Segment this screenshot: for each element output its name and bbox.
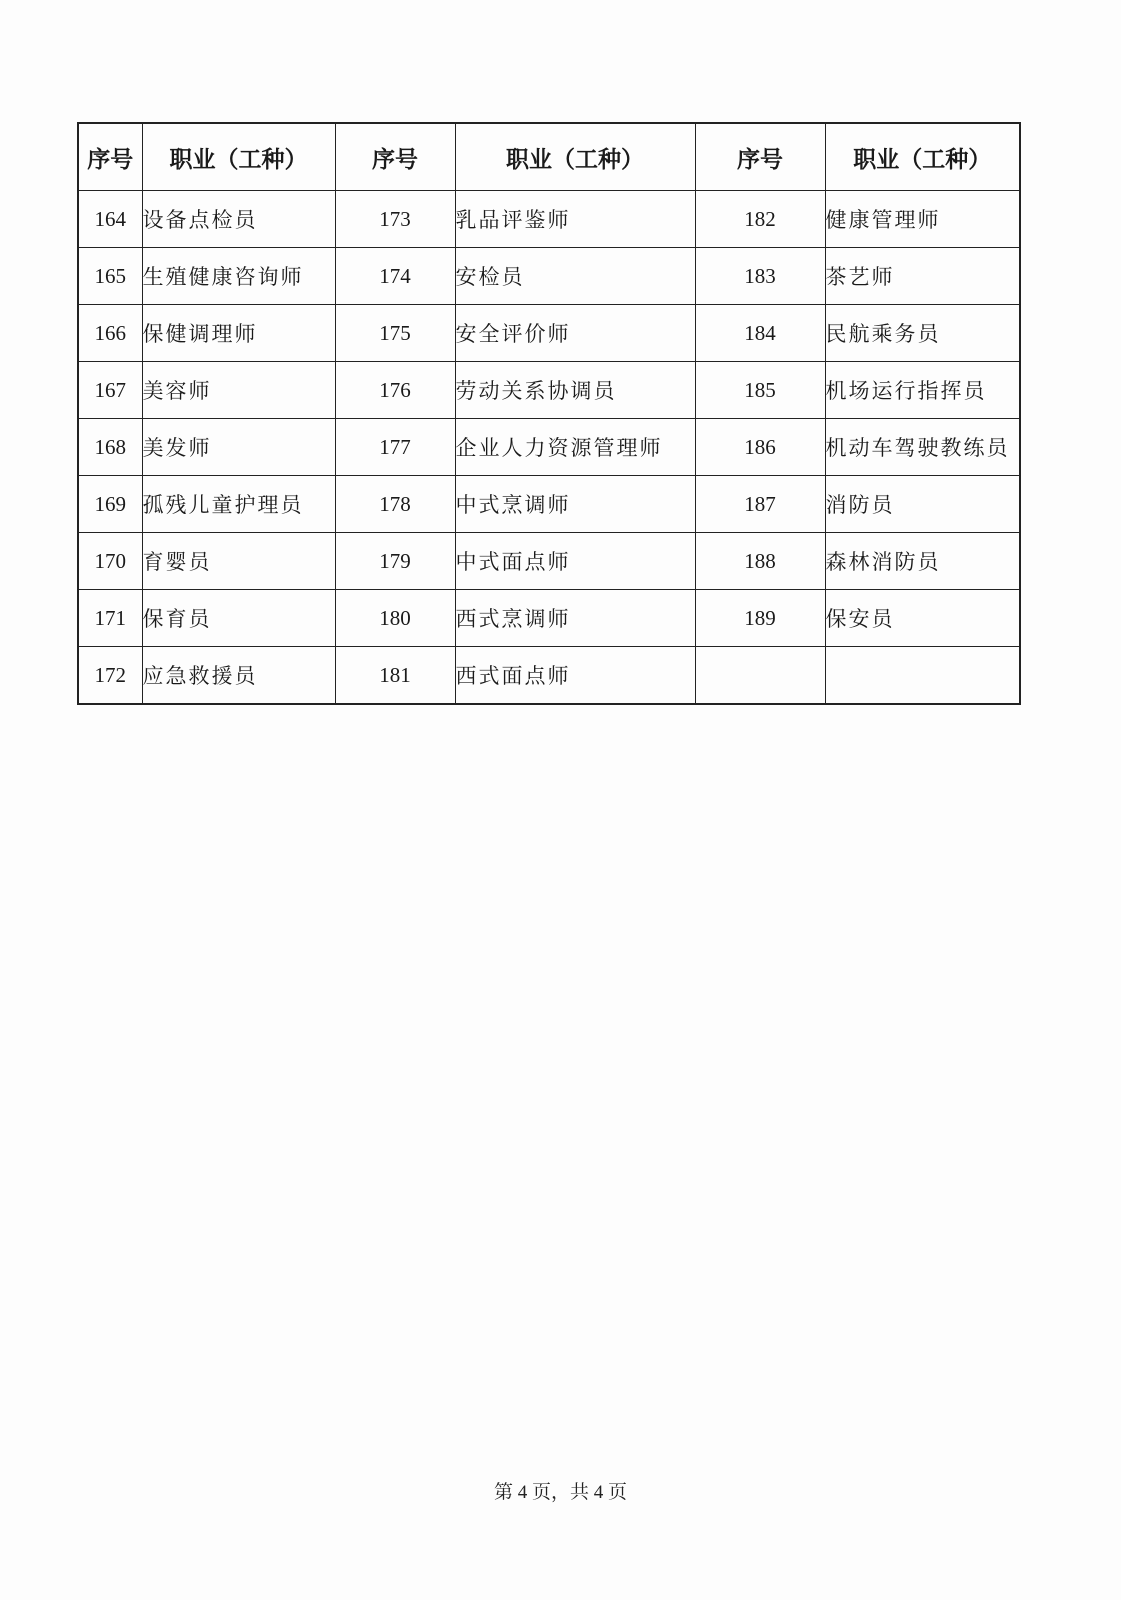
occupation-cell: 机场运行指挥员 <box>825 362 1020 419</box>
table-row <box>78 590 1020 647</box>
occupation-cell: 民航乘务员 <box>825 305 1020 362</box>
number-cell: 184 <box>695 305 825 362</box>
occupation-cell: 安全评价师 <box>455 305 695 362</box>
occupation-table <box>77 122 1021 705</box>
table-row <box>78 248 1020 305</box>
number-cell: 185 <box>695 362 825 419</box>
number-cell: 168 <box>78 419 142 476</box>
number-cell: 170 <box>78 533 142 590</box>
occupation-cell: 孤残儿童护理员 <box>142 476 335 533</box>
number-cell: 172 <box>78 647 142 705</box>
occupation-cell: 美容师 <box>142 362 335 419</box>
table-row <box>78 362 1020 419</box>
occupation-cell: 美发师 <box>142 419 335 476</box>
number-cell: 176 <box>335 362 455 419</box>
occupation-cell: 生殖健康咨询师 <box>142 248 335 305</box>
number-cell: 164 <box>78 191 142 248</box>
occupation-cell: 保安员 <box>825 590 1020 647</box>
occupation-cell: 中式烹调师 <box>455 476 695 533</box>
number-cell: 173 <box>335 191 455 248</box>
table-body <box>78 191 1020 705</box>
number-cell: 169 <box>78 476 142 533</box>
occupation-cell: 乳品评鉴师 <box>455 191 695 248</box>
occupation-cell: 森林消防员 <box>825 533 1020 590</box>
number-cell: 178 <box>335 476 455 533</box>
number-cell: 180 <box>335 590 455 647</box>
number-cell: 183 <box>695 248 825 305</box>
header-cell-number-2: 序号 <box>335 123 455 191</box>
number-cell: 182 <box>695 191 825 248</box>
table-row <box>78 419 1020 476</box>
table-row <box>78 647 1020 705</box>
occupation-cell: 劳动关系协调员 <box>455 362 695 419</box>
header-cell-occupation-2: 职业（工种） <box>455 123 695 191</box>
number-cell: 181 <box>335 647 455 705</box>
occupation-cell <box>825 647 1020 705</box>
header-cell-occupation-1: 职业（工种） <box>142 123 335 191</box>
occupation-cell: 消防员 <box>825 476 1020 533</box>
number-cell: 166 <box>78 305 142 362</box>
table-row <box>78 305 1020 362</box>
occupation-cell: 应急救援员 <box>142 647 335 705</box>
occupation-cell: 安检员 <box>455 248 695 305</box>
occupation-cell: 健康管理师 <box>825 191 1020 248</box>
header-cell-occupation-3: 职业（工种） <box>825 123 1020 191</box>
number-cell <box>695 647 825 705</box>
number-cell: 187 <box>695 476 825 533</box>
occupation-cell: 保育员 <box>142 590 335 647</box>
number-cell: 189 <box>695 590 825 647</box>
header-cell-number-1: 序号 <box>78 123 142 191</box>
table-row <box>78 476 1020 533</box>
number-cell: 171 <box>78 590 142 647</box>
occupation-cell: 设备点检员 <box>142 191 335 248</box>
number-cell: 175 <box>335 305 455 362</box>
number-cell: 165 <box>78 248 142 305</box>
occupation-cell: 中式面点师 <box>455 533 695 590</box>
table-header-row <box>78 123 1020 191</box>
occupation-cell: 西式面点师 <box>455 647 695 705</box>
table-row <box>78 191 1020 248</box>
number-cell: 179 <box>335 533 455 590</box>
number-cell: 167 <box>78 362 142 419</box>
occupation-cell: 西式烹调师 <box>455 590 695 647</box>
header-cell-number-3: 序号 <box>695 123 825 191</box>
table-row <box>78 533 1020 590</box>
occupation-cell: 机动车驾驶教练员 <box>825 419 1020 476</box>
occupation-cell: 保健调理师 <box>142 305 335 362</box>
number-cell: 174 <box>335 248 455 305</box>
page-footer: 第 4 页，共 4 页 <box>493 1482 627 1503</box>
number-cell: 188 <box>695 533 825 590</box>
occupation-cell: 茶艺师 <box>825 248 1020 305</box>
occupation-cell: 育婴员 <box>142 533 335 590</box>
number-cell: 186 <box>695 419 825 476</box>
occupation-cell: 企业人力资源管理师 <box>455 419 695 476</box>
number-cell: 177 <box>335 419 455 476</box>
